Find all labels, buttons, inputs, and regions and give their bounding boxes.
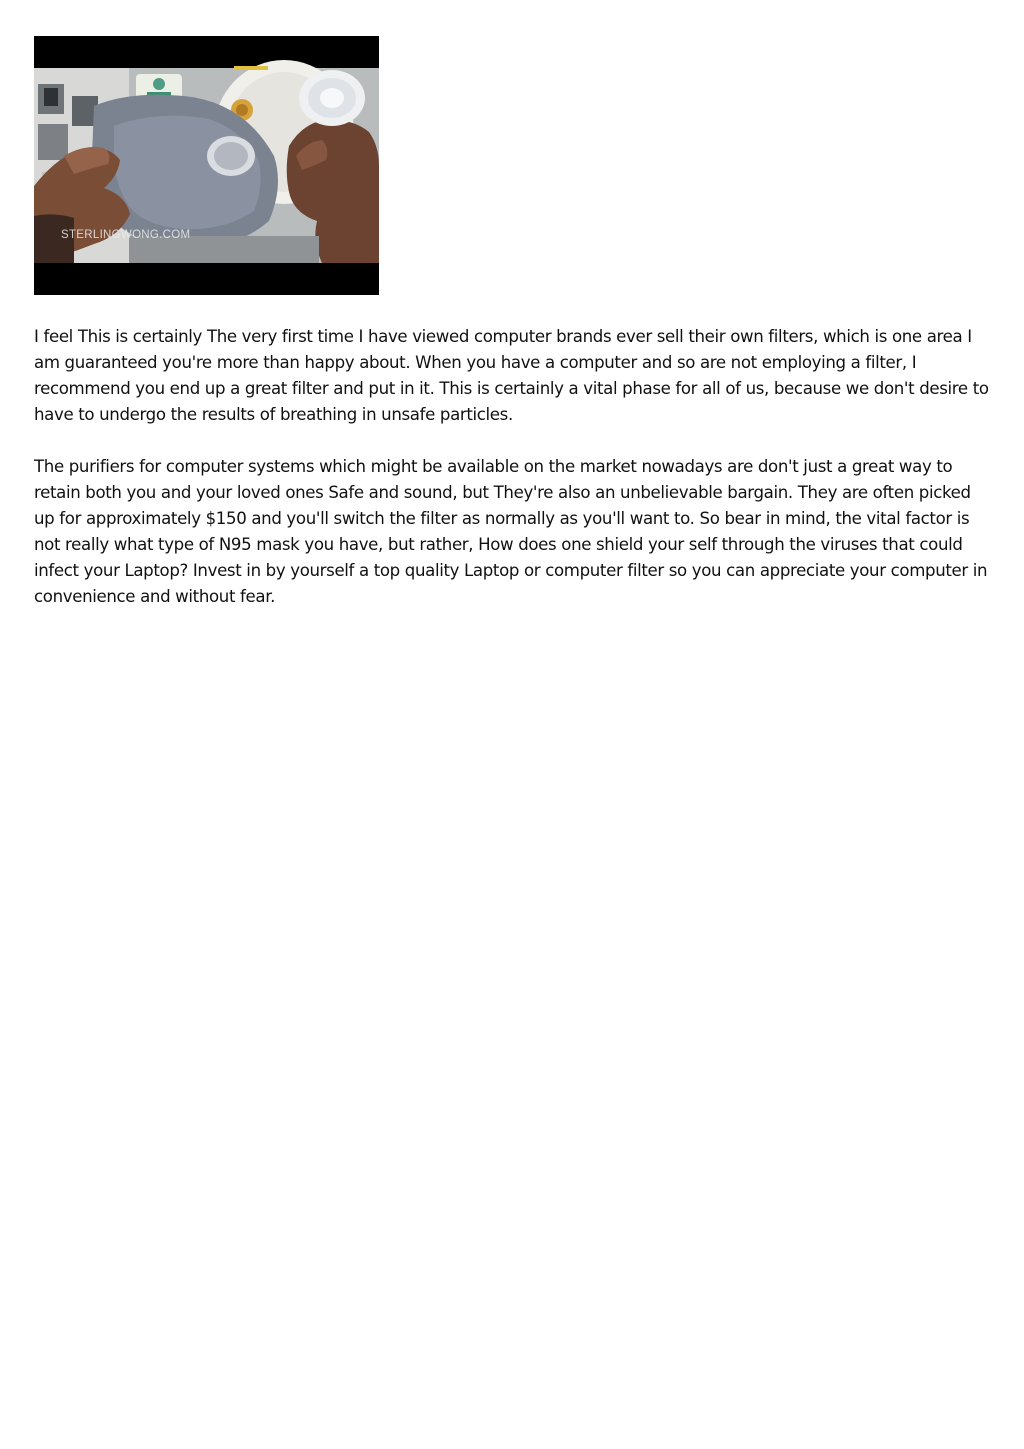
paragraph: I feel This is certainly The very first time I have viewed computer brands ever sell their own filters, which is one area I am guaranteed you're more than happy about. When you have a computer and so are not employing a filter, I recommend you end up a great filter and put in it. This is certainly a vital phase for all of us, because we don't desire to have to undergo the results of breathing in unsafe particles. — [34, 327, 989, 424]
article-body — [34, 324, 994, 636]
photo-watermark: STERLINGWONG.COM — [61, 229, 191, 241]
paragraph: The purifiers for computer systems which might be available on the market nowadays are don't just a great way to retain both you and your loved ones Safe and sound, but They're also an unbelievable bargain. They are often picked up for approximately $150 and you'll switch the filter as normally as you'll want to. So bear in mind, the vital factor is not really what type of N95 mask you have, but rather, How does one shield your self through the viruses that could infect your Laptop? Invest in by yourself a top quality Laptop or computer filter so you can appreciate your computer in convenience and without fear. — [34, 457, 988, 606]
mask-filter-photo — [34, 36, 379, 295]
photo-illustration — [34, 36, 379, 295]
